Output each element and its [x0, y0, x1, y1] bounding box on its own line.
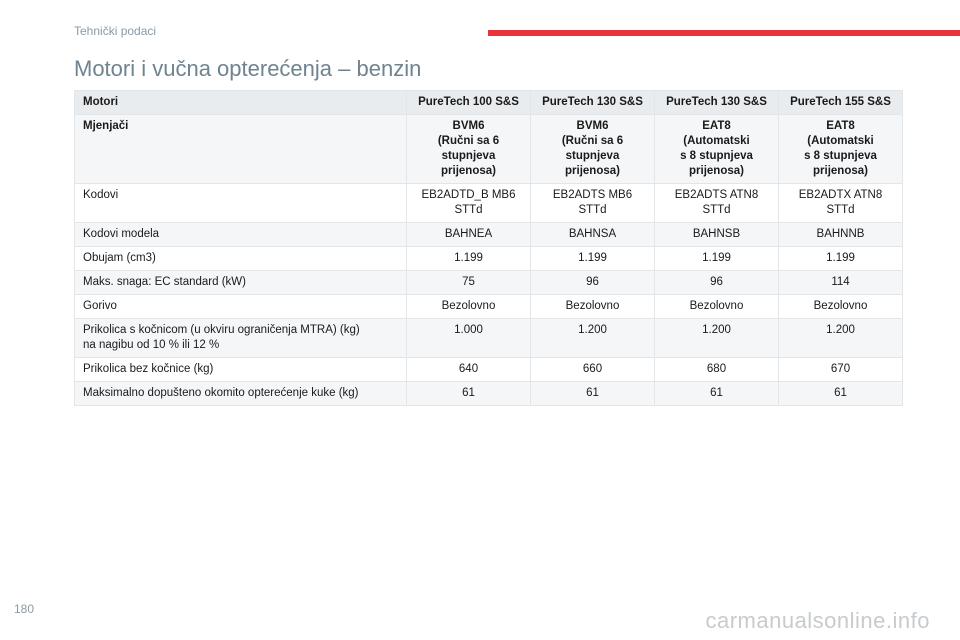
- table-row: [75, 382, 903, 406]
- row-label: Mjenjači: [75, 115, 407, 184]
- row-label: Prikolica s kočnicom (u okviru ograničenja MTRA) (kg) na nagibu od 10 % ili 12 %: [75, 319, 407, 358]
- table-cell: BVM6 (Ručni sa 6 stupnjeva prijenosa): [407, 115, 531, 184]
- row-label: Obujam (cm3): [75, 247, 407, 271]
- table-cell: BAHNEA: [407, 223, 531, 247]
- table-cell: Bezolovno: [779, 295, 903, 319]
- table-cell: 1.200: [531, 319, 655, 358]
- table-cell: 61: [531, 382, 655, 406]
- row-label: Kodovi: [75, 184, 407, 223]
- section-accent-bar: [488, 30, 960, 36]
- table-header-row: [75, 91, 903, 115]
- table-cell: BAHNSB: [655, 223, 779, 247]
- table-row: [75, 271, 903, 295]
- table-row: [75, 295, 903, 319]
- table-cell: 61: [655, 382, 779, 406]
- page-title: Motori i vučna opterećenja – benzin: [74, 56, 422, 81]
- table-row: [75, 223, 903, 247]
- engine-specs-table: [74, 90, 903, 406]
- table-cell: 1.200: [779, 319, 903, 358]
- column-header: PureTech 155 S&S: [779, 91, 903, 115]
- row-label: Maksimalno dopušteno okomito opterećenje kuke (kg): [75, 382, 407, 406]
- table-row: [75, 247, 903, 271]
- table-cell: 680: [655, 358, 779, 382]
- row-label: Maks. snaga: EC standard (kW): [75, 271, 407, 295]
- row-label: Gorivo: [75, 295, 407, 319]
- table-cell: 1.199: [655, 247, 779, 271]
- watermark: carmanualsonline.info: [705, 608, 930, 633]
- table-cell: EB2ADTS ATN8 STTd: [655, 184, 779, 223]
- table-body: [75, 115, 903, 406]
- table-cell: 61: [779, 382, 903, 406]
- table-cell: 660: [531, 358, 655, 382]
- table-cell: 61: [407, 382, 531, 406]
- section-label: Tehnički podaci: [74, 24, 157, 38]
- table-row: [75, 319, 903, 358]
- table-cell: 1.199: [531, 247, 655, 271]
- table-cell: BAHNNB: [779, 223, 903, 247]
- table-row: [75, 184, 903, 223]
- table-cell: 114: [779, 271, 903, 295]
- table-cell: BAHNSA: [531, 223, 655, 247]
- column-header: PureTech 100 S&S: [407, 91, 531, 115]
- table-cell: EB2ADTD_B MB6 STTd: [407, 184, 531, 223]
- table-cell: 640: [407, 358, 531, 382]
- column-header-engines: Motori: [75, 91, 407, 115]
- table-cell: BVM6 (Ručni sa 6 stupnjeva prijenosa): [531, 115, 655, 184]
- table-cell: Bezolovno: [531, 295, 655, 319]
- table-cell: 96: [531, 271, 655, 295]
- table-row: [75, 115, 903, 184]
- table-cell: EB2ADTS MB6 STTd: [531, 184, 655, 223]
- page-number: 180: [14, 602, 35, 616]
- table-cell: Bezolovno: [407, 295, 531, 319]
- table-cell: 670: [779, 358, 903, 382]
- table-cell: 96: [655, 271, 779, 295]
- table-cell: EB2ADTX ATN8 STTd: [779, 184, 903, 223]
- table-cell: EAT8 (Automatski s 8 stupnjeva prijenosa): [779, 115, 903, 184]
- table-cell: 1.200: [655, 319, 779, 358]
- column-header: PureTech 130 S&S: [655, 91, 779, 115]
- table-cell: 1.000: [407, 319, 531, 358]
- table-cell: Bezolovno: [655, 295, 779, 319]
- table-cell: 1.199: [779, 247, 903, 271]
- table-row: [75, 358, 903, 382]
- row-label: Kodovi modela: [75, 223, 407, 247]
- column-header: PureTech 130 S&S: [531, 91, 655, 115]
- row-label: Prikolica bez kočnice (kg): [75, 358, 407, 382]
- table-cell: EAT8 (Automatski s 8 stupnjeva prijenosa): [655, 115, 779, 184]
- table-cell: 1.199: [407, 247, 531, 271]
- table-cell: 75: [407, 271, 531, 295]
